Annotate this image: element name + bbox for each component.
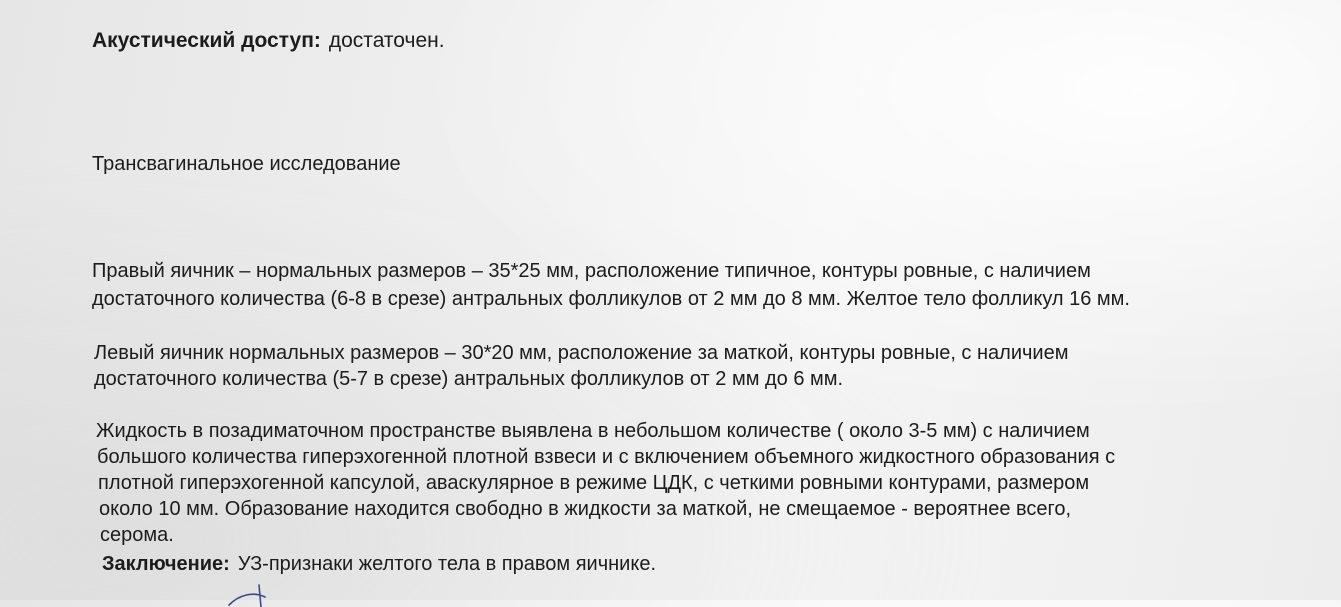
fluid-line: Жидкость в позадиматочном пространстве выявлена в небольшом количестве ( около 3-5 мм) с наличием [96, 420, 1090, 442]
acoustic-access-line [92, 28, 445, 54]
left-ovary-line: достаточного количества (5-7 в срезе) антральных фолликулов от 2 мм до 6 мм. [94, 368, 844, 390]
right-ovary-line: достаточного количества (6-8 в срезе) антральных фолликулов от 2 мм до 8 мм. Желтое тело фолликул 16 мм. [92, 288, 1130, 310]
signature-mark [225, 577, 285, 607]
acoustic-access-label: Акустический доступ: [92, 29, 321, 52]
section-title: Трансвагинальное исследование [92, 153, 401, 175]
fluid-line: серома. [100, 524, 174, 546]
left-ovary-line: Левый яичник нормальных размеров – 30*20 мм, расположение за маткой, контуры ровные, с наличием [94, 342, 1069, 364]
fluid-line: большого количества гиперэхогенной плотной взвеси и с включением объемного жидкостного образования с [97, 446, 1116, 468]
acoustic-access-value: достаточен. [328, 29, 445, 52]
conclusion-label: Заключение: [102, 553, 230, 575]
right-ovary-line: Правый яичник – нормальных размеров – 35*25 мм, расположение типичное, контуры ровные, с наличием [92, 260, 1091, 282]
fluid-line: плотной гиперэхогенной капсулой, аваскулярное в режиме ЦДК, с четкими ровными контурами, размером [98, 472, 1090, 494]
conclusion-line [102, 551, 656, 577]
fluid-line: около 10 мм. Образование находится свободно в жидкости за маткой, не смещаемое - вероятнее всего, [99, 498, 1072, 520]
conclusion-value: УЗ-признаки желтого тела в правом яичнике. [237, 553, 657, 575]
